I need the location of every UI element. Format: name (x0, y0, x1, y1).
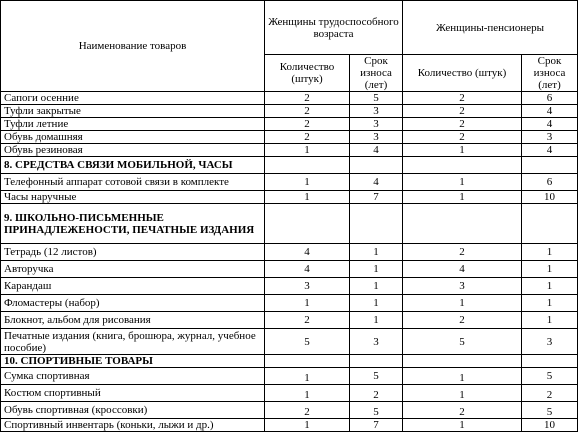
working-wear-period: 3 (350, 118, 403, 131)
working-wear-period: 4 (350, 174, 403, 191)
working-wear-period: 1 (350, 278, 403, 295)
goods-name: Блокнот, альбом для рисования (1, 312, 265, 329)
pensioner-quantity: 2 (403, 402, 522, 419)
empty-cell (522, 204, 578, 244)
empty-cell (522, 355, 578, 368)
working-quantity: 1 (265, 385, 350, 402)
pensioner-quantity: 4 (403, 261, 522, 278)
table-row (1, 278, 578, 295)
table-row (1, 92, 578, 105)
table-row (1, 131, 578, 144)
goods-name: Телефонный аппарат сотовой связи в комплекте (1, 174, 265, 191)
working-wear-period: 1 (350, 312, 403, 329)
table-row (1, 295, 578, 312)
working-quantity: 2 (265, 92, 350, 105)
pensioner-wear-period: 1 (522, 278, 578, 295)
pensioner-wear-period: 1 (522, 244, 578, 261)
table-row (1, 191, 578, 204)
pensioner-quantity: 1 (403, 419, 522, 432)
pensioner-wear-period: 6 (522, 174, 578, 191)
working-quantity: 3 (265, 278, 350, 295)
empty-cell (265, 204, 350, 244)
goods-name: Туфли летние (1, 118, 265, 131)
pensioner-quantity: 2 (403, 92, 522, 105)
header-working-wear-period: Срок износа (лет) (350, 55, 403, 92)
pensioner-wear-period: 3 (522, 329, 578, 355)
section-title: 9. ШКОЛЬНО-ПИСЬМЕННЫЕ ПРИНАДЛЕЖЕНОСТИ, ПЕЧАТНЫЕ ИЗДАНИЯ (1, 204, 265, 244)
empty-cell (403, 204, 522, 244)
table-row (1, 261, 578, 278)
empty-cell (350, 204, 403, 244)
goods-name: Туфли закрытые (1, 105, 265, 118)
empty-cell (265, 355, 350, 368)
pensioner-quantity: 1 (403, 368, 522, 385)
goods-name: Часы наручные (1, 191, 265, 204)
empty-cell (350, 157, 403, 174)
pensioner-quantity: 3 (403, 278, 522, 295)
empty-cell (350, 355, 403, 368)
working-quantity: 2 (265, 118, 350, 131)
pensioner-quantity: 1 (403, 295, 522, 312)
pensioner-wear-period: 4 (522, 105, 578, 118)
pensioner-quantity: 1 (403, 144, 522, 157)
empty-cell (522, 157, 578, 174)
working-quantity: 4 (265, 261, 350, 278)
header-group-pensioner-women: Женщины-пенсионеры (403, 1, 578, 55)
header-pensioner-quantity: Количество (штук) (403, 55, 522, 92)
section-row (1, 204, 578, 244)
pensioner-quantity: 2 (403, 131, 522, 144)
table-row (1, 105, 578, 118)
table-row (1, 244, 578, 261)
pensioner-quantity: 2 (403, 118, 522, 131)
working-quantity: 5 (265, 329, 350, 355)
pensioner-wear-period: 1 (522, 295, 578, 312)
pensioner-quantity: 1 (403, 191, 522, 204)
table-row (1, 312, 578, 329)
working-quantity: 1 (265, 368, 350, 385)
goods-name: Обувь спортивная (кроссовки) (1, 402, 265, 419)
working-quantity: 1 (265, 295, 350, 312)
pensioner-quantity: 1 (403, 174, 522, 191)
working-wear-period: 3 (350, 105, 403, 118)
working-wear-period: 3 (350, 329, 403, 355)
working-wear-period: 5 (350, 402, 403, 419)
pensioner-quantity: 2 (403, 244, 522, 261)
pensioner-wear-period: 10 (522, 191, 578, 204)
section-row (1, 157, 578, 174)
table-row (1, 329, 578, 355)
goods-name: Авторучка (1, 261, 265, 278)
header-goods-name: Наименование товаров (1, 1, 265, 92)
goods-name: Сапоги осенние (1, 92, 265, 105)
working-quantity: 1 (265, 144, 350, 157)
pensioner-wear-period: 10 (522, 419, 578, 432)
working-quantity: 2 (265, 312, 350, 329)
pensioner-wear-period: 5 (522, 402, 578, 419)
working-quantity: 1 (265, 419, 350, 432)
working-quantity: 1 (265, 191, 350, 204)
goods-name: Печатные издания (книга, брошюра, журнал, учебное пособие) (1, 329, 265, 355)
header-pensioner-wear-period: Срок износа (лет) (522, 55, 578, 92)
working-wear-period: 2 (350, 385, 403, 402)
empty-cell (403, 355, 522, 368)
section-title: 8. СРЕДСТВА СВЯЗИ МОБИЛЬНОЙ, ЧАСЫ (1, 157, 265, 174)
working-quantity: 2 (265, 402, 350, 419)
pensioner-wear-period: 4 (522, 144, 578, 157)
pensioner-wear-period: 6 (522, 92, 578, 105)
working-wear-period: 7 (350, 191, 403, 204)
working-wear-period: 4 (350, 144, 403, 157)
table-row (1, 174, 578, 191)
table-row (1, 385, 578, 402)
working-quantity: 2 (265, 105, 350, 118)
header-group-working-women: Женщины трудоспособного возраста (265, 1, 403, 55)
working-wear-period: 3 (350, 131, 403, 144)
working-wear-period: 1 (350, 261, 403, 278)
header-working-quantity: Количество (штук) (265, 55, 350, 92)
empty-cell (265, 157, 350, 174)
working-wear-period: 1 (350, 295, 403, 312)
pensioner-wear-period: 1 (522, 261, 578, 278)
goods-name: Сумка спортивная (1, 368, 265, 385)
section-title: 10. СПОРТИВНЫЕ ТОВАРЫ (1, 355, 265, 368)
pensioner-quantity: 2 (403, 312, 522, 329)
pensioner-wear-period: 4 (522, 118, 578, 131)
pensioner-quantity: 1 (403, 385, 522, 402)
goods-name: Обувь домашняя (1, 131, 265, 144)
empty-cell (403, 157, 522, 174)
pensioner-wear-period: 2 (522, 385, 578, 402)
table-row (1, 419, 578, 432)
working-wear-period: 5 (350, 92, 403, 105)
goods-name: Спортивный инвентарь (коньки, лыжи и др.) (1, 419, 265, 432)
goods-name: Фломастеры (набор) (1, 295, 265, 312)
working-quantity: 1 (265, 174, 350, 191)
goods-name: Карандаш (1, 278, 265, 295)
header-row-groups (1, 1, 578, 55)
pensioner-quantity: 5 (403, 329, 522, 355)
pensioner-wear-period: 1 (522, 312, 578, 329)
working-wear-period: 7 (350, 419, 403, 432)
section-row (1, 355, 578, 368)
pensioner-wear-period: 3 (522, 131, 578, 144)
working-quantity: 4 (265, 244, 350, 261)
pensioner-wear-period: 5 (522, 368, 578, 385)
working-wear-period: 5 (350, 368, 403, 385)
table-row (1, 118, 578, 131)
table-row (1, 402, 578, 419)
table-row (1, 368, 578, 385)
goods-name: Тетрадь (12 листов) (1, 244, 265, 261)
working-wear-period: 1 (350, 244, 403, 261)
pensioner-quantity: 2 (403, 105, 522, 118)
goods-name: Костюм спортивный (1, 385, 265, 402)
table-row (1, 144, 578, 157)
working-quantity: 2 (265, 131, 350, 144)
goods-name: Обувь резиновая (1, 144, 265, 157)
